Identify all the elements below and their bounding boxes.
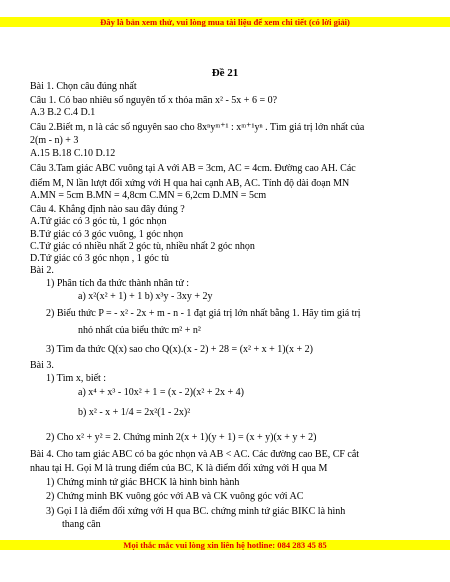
answer-option: D.Tứ giác có 3 góc nhọn , 1 góc tù xyxy=(30,253,169,264)
answer-option: C.Tứ giác có nhiều nhất 2 góc tù, nhiều nhất 2 góc nhọn xyxy=(30,241,255,252)
question-line: Bài 4. Cho tam giác ABC có ba góc nhọn và AB < AC. Các đường cao BE, CF cắt xyxy=(30,449,360,460)
question-line: điểm M, N lần lượt đối xứng với H qua hai cạnh AB, AC. Tính độ dài đoạn MN xyxy=(30,178,350,189)
answer-option: B.Tứ giác có 3 góc vuông, 1 góc nhọn xyxy=(30,229,184,240)
question-line: 2) Chứng minh BK vuông góc với AB và CK vuông góc với AC xyxy=(46,491,304,502)
question-line: Câu 2.Biết m, n là các số nguyên sao cho 8xⁿyᵐ⁺¹ : xᵐ⁺¹yⁿ . Tìm giá trị lớn nhất của xyxy=(30,122,365,133)
question-line: Câu 3.Tam giác ABC vuông tại A với AB = 3cm, AC = 4cm. Đường cao AH. Các xyxy=(30,163,356,174)
math-line: b) x² - x + 1/4 = 2x²(1 - 2x)² xyxy=(78,407,191,418)
question-line: 1) Chứng minh tứ giác BHCK là hình bình hành xyxy=(46,477,240,488)
question-line: 1) Phân tích đa thức thành nhân tử : xyxy=(46,278,190,289)
answer-option: A.Tứ giác có 3 góc tù, 1 góc nhọn xyxy=(30,216,167,227)
question-line: thang cân xyxy=(62,519,101,530)
question-line: 2(m - n) + 3 xyxy=(30,135,79,146)
section-heading: Bài 2. xyxy=(30,265,54,276)
question-line: 2) Biểu thức P = - x² - 2x + m - n - 1 đạt giá trị lớn nhất bằng 1. Hãy tìm giá trị xyxy=(46,308,361,319)
question-line: 3) Tìm đa thức Q(x) sao cho Q(x).(x - 2) + 28 = (x² + x + 1)(x + 2) xyxy=(46,344,313,355)
section-heading: Bài 1. Chọn câu đúng nhất xyxy=(30,81,137,92)
answer-options: A.MN = 5cm B.MN = 4,8cm C.MN = 6,2cm D.MN = 5cm xyxy=(30,190,267,201)
question-line: 1) Tìm x, biết : xyxy=(46,373,107,384)
answer-options: A.15 B.18 C.10 D.12 xyxy=(30,148,116,159)
question-line: Câu 1. Có bao nhiêu số nguyên tố x thỏa mãn x² - 5x + 6 = 0? xyxy=(30,95,278,106)
question-line: nhỏ nhất của biểu thức m² + n² xyxy=(78,325,201,336)
math-line: a) x⁴ + x³ - 10x² + 1 = (x - 2)(x² + 2x + 4) xyxy=(78,387,244,398)
question-line: 3) Gọi I là điểm đối xứng với H qua BC. chứng minh tứ giác BIKC là hình xyxy=(46,506,346,517)
question-line: 2) Cho x² + y² = 2. Chứng minh 2(x + 1)(y + 1) = (x + y)(x + y + 2) xyxy=(46,432,317,443)
question-line: nhau tại H. Gọi M là trung điểm của BC, K là điểm đối xứng với H qua M xyxy=(30,463,328,474)
section-heading: Bài 3. xyxy=(30,360,54,371)
hotline-banner: Mọi thắc mắc vui lòng xin liên hệ hotline: 084 283 45 85 xyxy=(0,540,450,550)
math-line: a) x²(x² + 1) + 1 b) x³y - 3xy + 2y xyxy=(78,291,213,302)
preview-banner: Đây là bản xem thử, vui lòng mua tài liệu để xem chi tiết (có lời giải) xyxy=(0,17,450,27)
exam-title: Đề 21 xyxy=(211,67,239,79)
question-line: Câu 4. Khẳng định nào sau đây đúng ? xyxy=(30,204,185,215)
answer-options: A.3 B.2 C.4 D.1 xyxy=(30,107,96,118)
